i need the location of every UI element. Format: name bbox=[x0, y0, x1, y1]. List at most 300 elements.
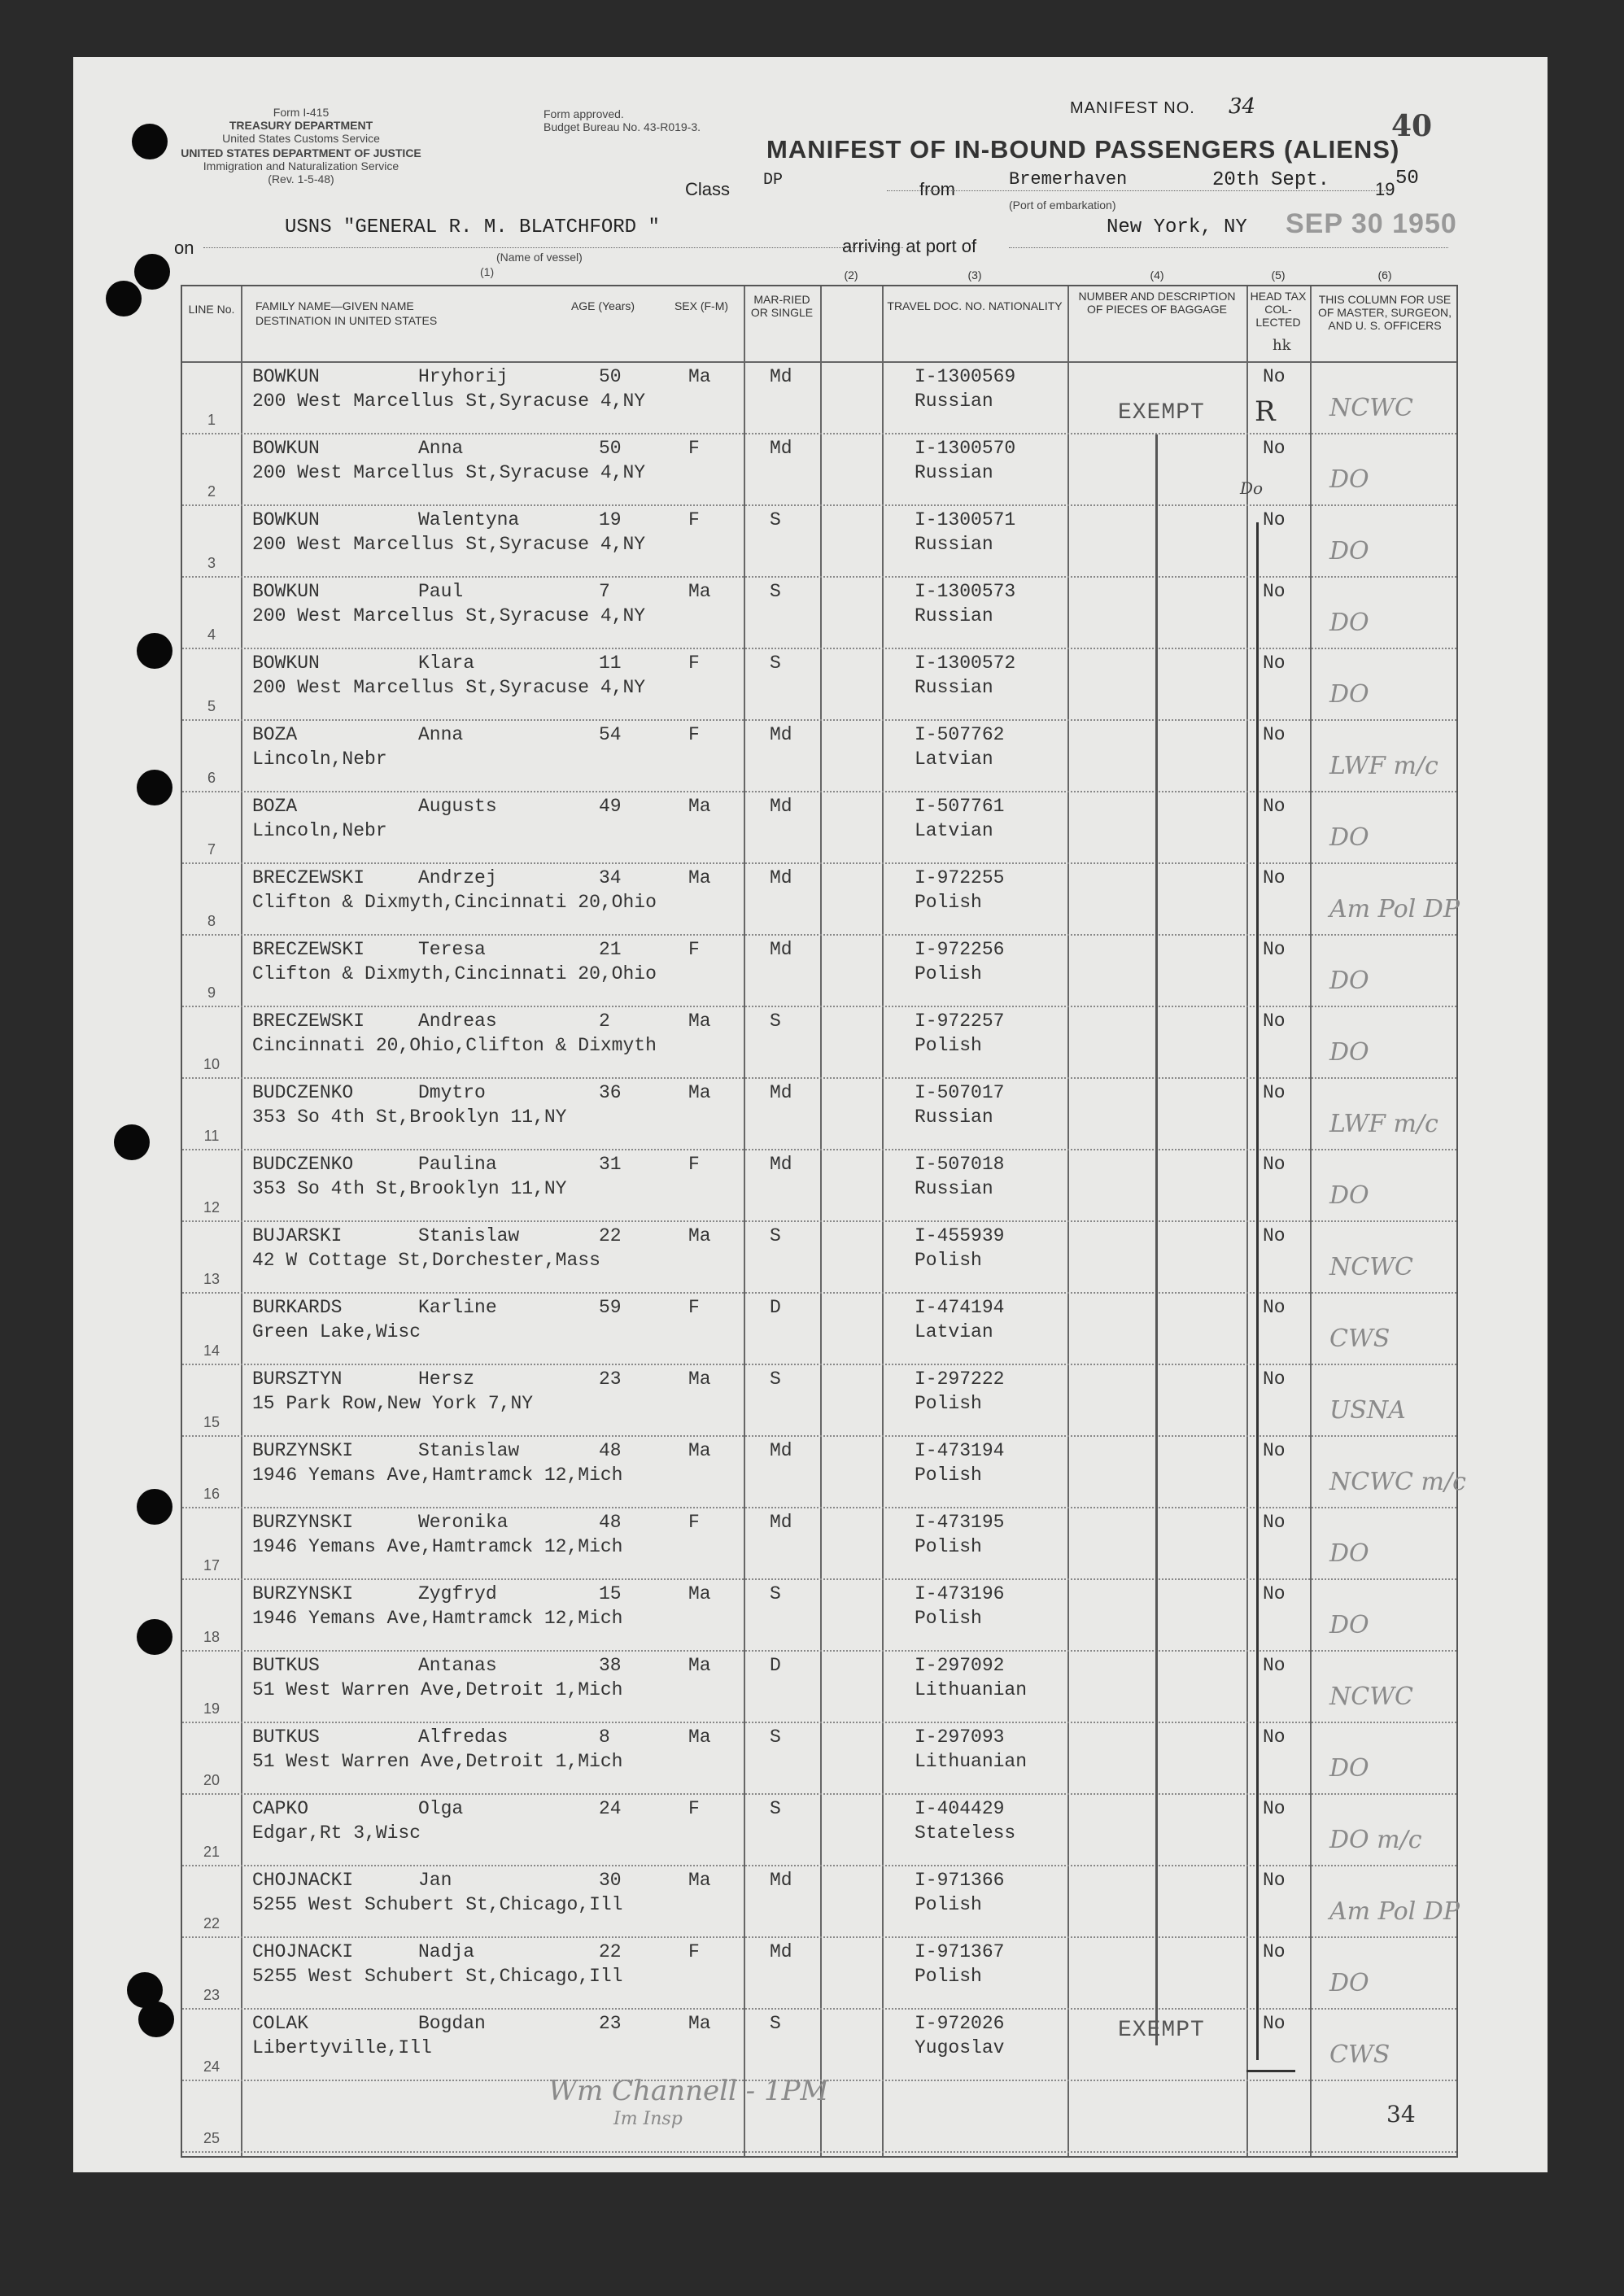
travel-doc-number: I-1300573 bbox=[915, 581, 1016, 602]
binder-hole bbox=[137, 1619, 172, 1655]
col-header-n3: (3) bbox=[967, 268, 982, 282]
head-tax: No bbox=[1263, 796, 1286, 817]
manifest-title: MANIFEST OF IN-BOUND PASSENGERS (ALIENS) bbox=[766, 135, 1400, 164]
col-header-travel: TRAVEL DOC. NO. NATIONALITY bbox=[887, 299, 1063, 312]
destination: Clifton & Dixmyth,Cincinnati 20,Ohio bbox=[252, 892, 657, 913]
table-row bbox=[182, 864, 1460, 936]
sex: Ma bbox=[688, 1440, 711, 1461]
officer-note: USNA bbox=[1329, 1396, 1406, 1425]
given-name: Paulina bbox=[418, 1154, 497, 1175]
passenger-table bbox=[181, 268, 1466, 2158]
form-number: Form I-415 bbox=[273, 106, 330, 119]
sex: F bbox=[688, 1798, 700, 1819]
marital-status: Md bbox=[770, 1512, 792, 1533]
head-tax: No bbox=[1263, 2013, 1286, 2034]
sex: Ma bbox=[688, 1726, 711, 1748]
table-row bbox=[182, 1365, 1456, 1437]
officer-note: DO bbox=[1329, 1754, 1369, 1783]
officer-note: CWS bbox=[1329, 1325, 1390, 1353]
binder-hole bbox=[132, 124, 168, 159]
officer-note: LWF m/c bbox=[1329, 1110, 1438, 1138]
given-name: Teresa bbox=[418, 939, 486, 960]
nationality: Russian bbox=[915, 534, 993, 555]
col-header-headtax: HEAD TAX COL-LECTED bbox=[1250, 290, 1307, 329]
officer-note: DO m/c bbox=[1329, 1826, 1422, 1854]
given-name: Dmytro bbox=[418, 1082, 486, 1103]
family-name: BOZA bbox=[252, 724, 298, 745]
officer-note: DO bbox=[1329, 537, 1369, 565]
head-tax: No bbox=[1263, 1368, 1286, 1390]
given-name: Augusts bbox=[418, 796, 497, 817]
class-value: DP bbox=[763, 171, 784, 190]
head-tax: No bbox=[1263, 1870, 1286, 1891]
given-name: Antanas bbox=[418, 1655, 497, 1676]
sex: F bbox=[688, 1154, 700, 1175]
head-tax: No bbox=[1263, 1082, 1286, 1103]
row-divider bbox=[182, 2151, 1456, 2153]
col-header-n6: (6) bbox=[1377, 268, 1392, 282]
column-1-number: (1) bbox=[480, 265, 495, 278]
travel-doc-number: I-507018 bbox=[915, 1154, 1005, 1175]
marital-status: Md bbox=[770, 796, 792, 817]
col-header-name: FAMILY NAME—GIVEN NAME bbox=[255, 299, 414, 312]
travel-doc-number: I-473196 bbox=[915, 1583, 1005, 1604]
given-name: Paul bbox=[418, 581, 464, 602]
sex: Ma bbox=[688, 1655, 711, 1676]
family-name: BRECZEWSKI bbox=[252, 939, 365, 960]
family-name: BURZYNSKI bbox=[252, 1440, 354, 1461]
age: 50 bbox=[599, 438, 622, 459]
baggage-exempt-stamp-top: EXEMPT bbox=[1118, 400, 1205, 426]
given-name: Hersz bbox=[418, 1368, 475, 1390]
family-name: BURZYNSKI bbox=[252, 1512, 354, 1533]
nationality: Russian bbox=[915, 462, 993, 483]
travel-doc-number: I-1300572 bbox=[915, 653, 1016, 674]
marital-status: Md bbox=[770, 1941, 792, 1962]
binder-hole bbox=[137, 1489, 172, 1525]
family-name: CHOJNACKI bbox=[252, 1870, 354, 1891]
line-number: 18 bbox=[203, 1629, 220, 1645]
table-row bbox=[182, 1866, 1460, 1938]
travel-doc-number: I-1300571 bbox=[915, 509, 1016, 530]
manifest-number: 34 bbox=[1229, 94, 1256, 119]
destination: 42 W Cottage St,Dorchester,Mass bbox=[252, 1250, 600, 1271]
family-name: BOWKUN bbox=[252, 366, 320, 387]
binder-hole bbox=[106, 281, 142, 316]
given-name: Andrzej bbox=[418, 867, 497, 888]
col-header-married: MAR-RIED OR SINGLE bbox=[750, 293, 814, 319]
travel-doc-number: I-297222 bbox=[915, 1368, 1005, 1390]
binder-hole bbox=[134, 254, 170, 290]
officer-note: Am Pol DP bbox=[1329, 1897, 1460, 1926]
family-name: CHOJNACKI bbox=[252, 1941, 354, 1962]
marital-status: S bbox=[770, 1726, 781, 1748]
nationality: Polish bbox=[915, 1966, 982, 1987]
line-number: 15 bbox=[203, 1414, 220, 1430]
destination: 200 West Marcellus St,Syracuse 4,NY bbox=[252, 462, 646, 483]
year-prefix: 19 bbox=[1375, 179, 1395, 199]
travel-doc-number: I-1300569 bbox=[915, 366, 1016, 387]
marital-status: S bbox=[770, 653, 781, 674]
table-row bbox=[182, 1508, 1456, 1580]
given-name: Karline bbox=[418, 1297, 497, 1318]
travel-doc-number: I-473195 bbox=[915, 1512, 1005, 1533]
destination: 200 West Marcellus St,Syracuse 4,NY bbox=[252, 534, 646, 555]
given-name: Alfredas bbox=[418, 1726, 509, 1748]
sex: F bbox=[688, 939, 700, 960]
travel-doc-number: I-297093 bbox=[915, 1726, 1005, 1748]
family-name: BUDCZENKO bbox=[252, 1154, 354, 1175]
binder-hole bbox=[137, 633, 172, 669]
officer-note: LWF m/c bbox=[1329, 752, 1438, 780]
age: 11 bbox=[599, 653, 622, 674]
marital-status: S bbox=[770, 1583, 781, 1604]
family-name: BUDCZENKO bbox=[252, 1082, 354, 1103]
vessel-name: USNS "GENERAL R. M. BLATCHFORD " bbox=[285, 216, 660, 238]
marital-status: S bbox=[770, 1011, 781, 1032]
sex: Ma bbox=[688, 1368, 711, 1390]
table-row bbox=[182, 1222, 1456, 1294]
head-tax: No bbox=[1263, 724, 1286, 745]
col-header-sex: SEX (F-M) bbox=[674, 299, 729, 312]
marital-status: Md bbox=[770, 1082, 792, 1103]
baggage-exempt-stamp-bottom: EXEMPT bbox=[1118, 2018, 1205, 2043]
head-tax: No bbox=[1263, 1655, 1286, 1676]
age: 21 bbox=[599, 939, 622, 960]
marital-status: Md bbox=[770, 1440, 792, 1461]
age: 15 bbox=[599, 1583, 622, 1604]
arrival-date-stamp: SEP 30 1950 bbox=[1286, 208, 1457, 239]
family-name: BOWKUN bbox=[252, 509, 320, 530]
sex: Ma bbox=[688, 1583, 711, 1604]
table-row bbox=[182, 1723, 1456, 1795]
nationality: Polish bbox=[915, 1894, 982, 1915]
table-row bbox=[182, 1938, 1456, 2010]
dept-treasury: TREASURY DEPARTMENT bbox=[229, 119, 373, 132]
destination: 5255 West Schubert St,Chicago,Ill bbox=[252, 1966, 623, 1987]
line-number: 17 bbox=[203, 1557, 220, 1574]
marital-status: Md bbox=[770, 724, 792, 745]
page-total: 34 bbox=[1386, 2101, 1416, 2128]
line-number: 22 bbox=[203, 1915, 220, 1932]
line-number: 3 bbox=[207, 555, 216, 571]
port-note: (Port of embarkation) bbox=[1009, 199, 1116, 212]
line-number: 19 bbox=[203, 1700, 220, 1717]
table-row bbox=[182, 1150, 1456, 1222]
line-number: 24 bbox=[203, 2058, 220, 2075]
head-tax: No bbox=[1263, 1297, 1286, 1318]
travel-doc-number: I-455939 bbox=[915, 1225, 1005, 1246]
col-header-baggage: NUMBER AND DESCRIPTION OF PIECES OF BAGGAGE bbox=[1078, 290, 1236, 316]
col-header-age: AGE (Years) bbox=[570, 299, 635, 312]
age: 23 bbox=[599, 2013, 622, 2034]
family-name: COLAK bbox=[252, 2013, 309, 2034]
family-name: BURKARDS bbox=[252, 1297, 343, 1318]
travel-doc-number: I-1300570 bbox=[915, 438, 1016, 459]
arriving-label: arriving at port of bbox=[842, 236, 977, 256]
sex: Ma bbox=[688, 867, 711, 888]
col-header-line: LINE No. bbox=[188, 303, 235, 316]
age: 19 bbox=[599, 509, 622, 530]
nationality: Polish bbox=[915, 892, 982, 913]
travel-doc-number: I-972026 bbox=[915, 2013, 1005, 2034]
header-hk-mark: hk bbox=[1273, 337, 1291, 354]
officer-note: DO bbox=[1329, 609, 1369, 637]
line-number: 13 bbox=[203, 1271, 220, 1287]
given-name: Olga bbox=[418, 1798, 464, 1819]
table-row bbox=[182, 1079, 1456, 1150]
table-row bbox=[182, 1795, 1456, 1866]
destination: 1946 Yemans Ave,Hamtramck 12,Mich bbox=[252, 1608, 623, 1629]
nationality: Polish bbox=[915, 1250, 982, 1271]
sex: F bbox=[688, 1512, 700, 1533]
head-tax-end-mark bbox=[1246, 2070, 1295, 2072]
officer-note: NCWC bbox=[1329, 1683, 1413, 1711]
sex: Ma bbox=[688, 581, 711, 602]
head-tax: No bbox=[1263, 1941, 1286, 1962]
nationality: Russian bbox=[915, 1107, 993, 1128]
table-row bbox=[182, 1580, 1456, 1652]
marital-status: Md bbox=[770, 366, 792, 387]
head-tax: No bbox=[1263, 1512, 1286, 1533]
line-number: 12 bbox=[203, 1199, 220, 1216]
marital-status: S bbox=[770, 1798, 781, 1819]
line-number: 11 bbox=[203, 1128, 220, 1144]
binder-hole bbox=[138, 2001, 174, 2037]
nationality: Yugoslav bbox=[915, 2037, 1005, 2058]
col-header-n2: (2) bbox=[844, 268, 858, 282]
officer-note: DO bbox=[1329, 680, 1369, 709]
class-label: Class bbox=[685, 179, 731, 199]
given-name: Anna bbox=[418, 438, 464, 459]
marital-status: Md bbox=[770, 438, 792, 459]
marital-status: D bbox=[770, 1655, 781, 1676]
age: 22 bbox=[599, 1225, 622, 1246]
given-name: Hryhorij bbox=[418, 366, 509, 387]
table-row bbox=[182, 506, 1456, 578]
table-row bbox=[182, 936, 1456, 1007]
manifest-sheet bbox=[73, 57, 1548, 2172]
travel-doc-number: I-473194 bbox=[915, 1440, 1005, 1461]
officer-note: DO bbox=[1329, 823, 1369, 852]
age: 48 bbox=[599, 1512, 622, 1533]
age: 8 bbox=[599, 1726, 610, 1748]
travel-doc-number: I-507761 bbox=[915, 796, 1005, 817]
dept-customs: United States Customs Service bbox=[222, 132, 380, 145]
table-row bbox=[182, 1437, 1466, 1508]
family-name: BUJARSKI bbox=[252, 1225, 343, 1246]
family-name: BRECZEWSKI bbox=[252, 867, 365, 888]
nationality: Latvian bbox=[915, 1321, 993, 1342]
officer-note: NCWC bbox=[1329, 394, 1413, 422]
travel-doc-number: I-972255 bbox=[915, 867, 1005, 888]
line-number: 8 bbox=[207, 913, 216, 929]
family-name: BOWKUN bbox=[252, 438, 320, 459]
head-tax: No bbox=[1263, 1154, 1286, 1175]
family-name: BOZA bbox=[252, 796, 298, 817]
sex: F bbox=[688, 1297, 700, 1318]
age: 24 bbox=[599, 1798, 622, 1819]
nationality: Polish bbox=[915, 1464, 982, 1486]
dept-immigration: Immigration and Naturalization Service bbox=[203, 159, 399, 172]
budget-bureau: Budget Bureau No. 43-R019-3. bbox=[544, 120, 701, 133]
given-name: Bogdan bbox=[418, 2013, 486, 2034]
nationality: Polish bbox=[915, 963, 982, 984]
nationality: Polish bbox=[915, 1035, 982, 1056]
table-row bbox=[182, 1294, 1456, 1365]
line-number: 25 bbox=[203, 2130, 220, 2146]
destination: 200 West Marcellus St,Syracuse 4,NY bbox=[252, 391, 646, 412]
head-tax: No bbox=[1263, 1011, 1286, 1032]
nationality: Latvian bbox=[915, 749, 993, 770]
given-name: Klara bbox=[418, 653, 475, 674]
inspector-title: Im Insp bbox=[613, 2109, 683, 2129]
given-name: Weronika bbox=[418, 1512, 509, 1533]
head-tax-do-mark: Do bbox=[1240, 478, 1264, 498]
arrival-port: New York, NY bbox=[1107, 216, 1247, 238]
destination: Cincinnati 20,Ohio,Clifton & Dixmyth bbox=[252, 1035, 657, 1056]
destination: 51 West Warren Ave,Detroit 1,Mich bbox=[252, 1751, 623, 1772]
line-number: 1 bbox=[207, 412, 216, 428]
age: 7 bbox=[599, 581, 610, 602]
arriving-line bbox=[1009, 247, 1448, 248]
travel-doc-number: I-474194 bbox=[915, 1297, 1005, 1318]
destination: 51 West Warren Ave,Detroit 1,Mich bbox=[252, 1679, 623, 1700]
vessel-note: (Name of vessel) bbox=[496, 251, 583, 264]
sex: F bbox=[688, 438, 700, 459]
form-revision: (Rev. 1-5-48) bbox=[268, 172, 334, 186]
age: 49 bbox=[599, 796, 622, 817]
sex: F bbox=[688, 509, 700, 530]
table-row bbox=[182, 792, 1456, 864]
line-number: 21 bbox=[203, 1844, 220, 1860]
head-tax: No bbox=[1263, 1440, 1286, 1461]
sex: Ma bbox=[688, 366, 711, 387]
form-approved: Form approved. bbox=[544, 107, 624, 120]
nationality: Russian bbox=[915, 1178, 993, 1199]
table-row bbox=[182, 721, 1456, 792]
family-name: CAPKO bbox=[252, 1798, 309, 1819]
port-of-embarkation: Bremerhaven bbox=[1009, 169, 1128, 190]
embark-date: 20th Sept. bbox=[1212, 169, 1330, 191]
table-row bbox=[182, 649, 1456, 721]
age: 23 bbox=[599, 1368, 622, 1390]
age: 34 bbox=[599, 867, 622, 888]
page-number: 40 bbox=[1391, 109, 1433, 143]
line-number: 20 bbox=[203, 1772, 220, 1788]
line-number: 7 bbox=[207, 841, 216, 858]
travel-doc-number: I-507762 bbox=[915, 724, 1005, 745]
given-name: Nadja bbox=[418, 1941, 475, 1962]
destination: 353 So 4th St,Brooklyn 11,NY bbox=[252, 1178, 567, 1199]
table-row bbox=[182, 434, 1456, 506]
family-name: BURSZTYN bbox=[252, 1368, 343, 1390]
sex: Ma bbox=[688, 1870, 711, 1891]
family-name: BRECZEWSKI bbox=[252, 1011, 365, 1032]
col-header-n4: (4) bbox=[1150, 268, 1164, 282]
officer-note: DO bbox=[1329, 967, 1369, 995]
marital-status: S bbox=[770, 581, 781, 602]
destination: 353 So 4th St,Brooklyn 11,NY bbox=[252, 1107, 567, 1128]
age: 2 bbox=[599, 1011, 610, 1032]
travel-doc-number: I-971367 bbox=[915, 1941, 1005, 1962]
age: 38 bbox=[599, 1655, 622, 1676]
marital-status: S bbox=[770, 509, 781, 530]
head-tax: No bbox=[1263, 1798, 1286, 1819]
table-row bbox=[182, 578, 1456, 649]
baggage-ditto-line bbox=[1155, 434, 1158, 2045]
marital-status: S bbox=[770, 1368, 781, 1390]
head-tax: No bbox=[1263, 581, 1286, 602]
head-tax: No bbox=[1263, 509, 1286, 530]
age: 50 bbox=[599, 366, 622, 387]
given-name: Zygfryd bbox=[418, 1583, 497, 1604]
age: 36 bbox=[599, 1082, 622, 1103]
marital-status: Md bbox=[770, 939, 792, 960]
travel-doc-number: I-972257 bbox=[915, 1011, 1005, 1032]
nationality: Stateless bbox=[915, 1822, 1016, 1844]
given-name: Jan bbox=[418, 1870, 452, 1891]
officer-note: NCWC m/c bbox=[1329, 1468, 1466, 1496]
nationality: Russian bbox=[915, 677, 993, 698]
head-tax-ditto-line bbox=[1256, 522, 1259, 2060]
sex: Ma bbox=[688, 796, 711, 817]
marital-status: S bbox=[770, 1225, 781, 1246]
year-value: 50 bbox=[1395, 168, 1419, 190]
age: 54 bbox=[599, 724, 622, 745]
line-number: 10 bbox=[203, 1056, 220, 1072]
marital-status: Md bbox=[770, 1870, 792, 1891]
given-name: Stanislaw bbox=[418, 1225, 520, 1246]
officer-note: DO bbox=[1329, 1969, 1369, 1997]
line-number: 5 bbox=[207, 698, 216, 714]
family-name: BOWKUN bbox=[252, 581, 320, 602]
table-row bbox=[182, 1652, 1456, 1723]
sex: F bbox=[688, 653, 700, 674]
travel-doc-number: I-972256 bbox=[915, 939, 1005, 960]
officer-note: DO bbox=[1329, 465, 1369, 494]
col-header-n5: (5) bbox=[1271, 268, 1286, 282]
sex: Ma bbox=[688, 2013, 711, 2034]
sex: F bbox=[688, 724, 700, 745]
line-number: 23 bbox=[203, 1987, 220, 2003]
destination: Green Lake,Wisc bbox=[252, 1321, 421, 1342]
sex: Ma bbox=[688, 1082, 711, 1103]
from-label: from bbox=[919, 179, 955, 199]
line-number: 4 bbox=[207, 626, 216, 643]
age: 30 bbox=[599, 1870, 622, 1891]
marital-status: S bbox=[770, 2013, 781, 2034]
given-name: Anna bbox=[418, 724, 464, 745]
marital-status: Md bbox=[770, 867, 792, 888]
line-number: 6 bbox=[207, 770, 216, 786]
nationality: Polish bbox=[915, 1393, 982, 1414]
nationality: Russian bbox=[915, 605, 993, 626]
destination: 15 Park Row,New York 7,NY bbox=[252, 1393, 534, 1414]
head-tax: No bbox=[1263, 1726, 1286, 1748]
from-line bbox=[887, 190, 1391, 191]
age: 31 bbox=[599, 1154, 622, 1175]
destination: Lincoln,Nebr bbox=[252, 749, 387, 770]
head-tax-r-mark: R bbox=[1255, 395, 1276, 428]
travel-doc-number: I-297092 bbox=[915, 1655, 1005, 1676]
head-tax: No bbox=[1263, 366, 1286, 387]
officer-note: CWS bbox=[1329, 2041, 1390, 2069]
inspector-signature: Wm Channell - 1PM bbox=[548, 2075, 829, 2107]
head-tax: No bbox=[1263, 867, 1286, 888]
family-name: BUTKUS bbox=[252, 1726, 320, 1748]
line-number: 14 bbox=[203, 1342, 220, 1359]
